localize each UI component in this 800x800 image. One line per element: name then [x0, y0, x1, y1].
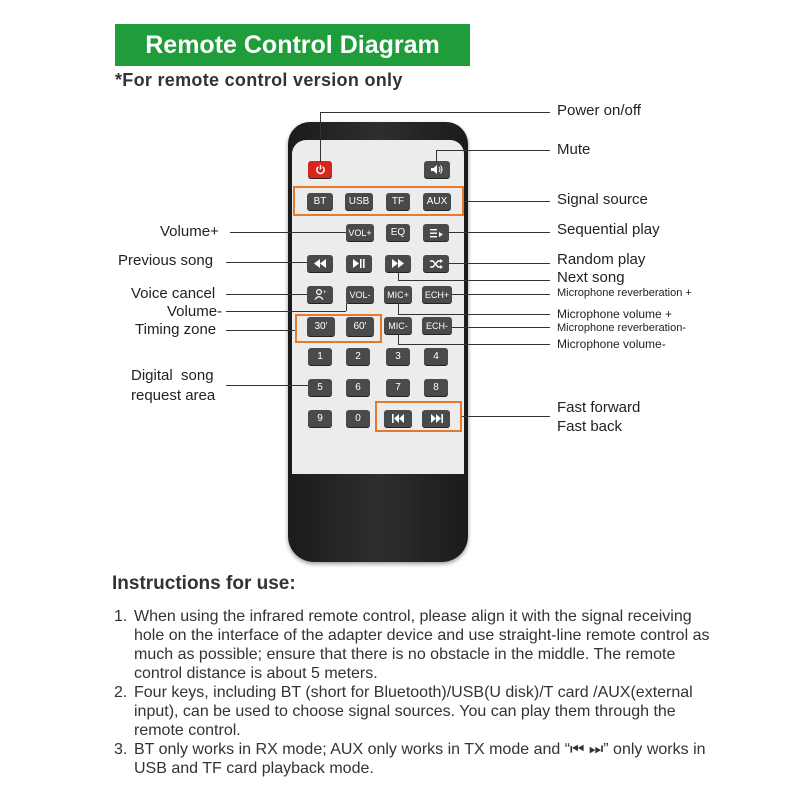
label-mic-reverb-plus: Microphone reverberation +	[557, 287, 692, 299]
digit-3-button[interactable]: 3	[386, 348, 410, 365]
instruction-item	[114, 683, 714, 740]
leader-digits	[226, 385, 308, 386]
leader-mute-v	[436, 150, 437, 162]
leader-power	[320, 112, 550, 113]
leader-next	[398, 280, 550, 281]
skip-forward-icon	[430, 414, 443, 423]
instruction-text: Four keys, including BT (short for Bluetooth)/USB(U disk)/T card /AUX(external input), can be used to choose signal sources. You can play them through the remote control.	[134, 684, 693, 739]
leader-mic-minus-v	[398, 334, 399, 344]
instruction-item	[114, 740, 714, 778]
svg-text:+: +	[322, 290, 327, 296]
digit-2-button[interactable]: 2	[346, 348, 370, 365]
power-button[interactable]	[308, 161, 332, 178]
label-mute: Mute	[557, 141, 591, 158]
skip-back-icon	[392, 414, 405, 423]
leader-timing	[226, 330, 295, 331]
play-pause-button[interactable]	[346, 255, 372, 272]
label-timing-zone: Timing zone	[135, 321, 217, 338]
label-fast-forward: Fast forward	[557, 399, 641, 416]
label-digital-song-line1: Digital song	[131, 367, 214, 384]
instructions-heading: Instructions for use:	[112, 573, 296, 594]
volume-up-button[interactable]: VOL+	[346, 224, 374, 241]
label-next-song: Next song	[557, 269, 625, 286]
label-digital-song-line2: request area	[131, 387, 216, 404]
bt-button[interactable]: BT	[307, 193, 333, 210]
tf-button[interactable]: TF	[386, 193, 410, 210]
leader-volume-minus	[226, 311, 346, 312]
power-icon	[315, 164, 326, 175]
digit-0-button[interactable]: 0	[346, 410, 370, 427]
mute-button[interactable]	[424, 161, 450, 178]
echo-plus-button[interactable]: ECH+	[422, 286, 452, 303]
leader-voice-cancel	[226, 294, 307, 295]
label-volume-minus: Volume-	[167, 303, 223, 320]
page-subtitle: *For remote control version only	[115, 70, 403, 90]
shuffle-icon	[430, 259, 443, 269]
leader-reverb-minus	[452, 327, 550, 328]
label-sequential-play: Sequential play	[557, 221, 660, 238]
label-random-play: Random play	[557, 251, 646, 268]
mic-plus-button[interactable]: MIC+	[384, 286, 412, 303]
label-mic-volume-plus: Microphone volume +	[557, 307, 673, 321]
digit-9-button[interactable]: 9	[308, 410, 332, 427]
aux-button[interactable]: AUX	[423, 193, 451, 210]
instruction-number: 3.	[114, 741, 128, 758]
instruction-number: 2.	[114, 684, 128, 701]
leader-previous	[226, 262, 307, 263]
digit-6-button[interactable]: 6	[346, 379, 370, 396]
leader-mute	[436, 150, 550, 151]
sequential-play-button[interactable]	[423, 224, 449, 241]
label-fast-back: Fast back	[557, 418, 623, 435]
label-signal-source: Signal source	[557, 191, 648, 208]
label-mic-volume-minus: Microphone volume-	[557, 337, 666, 351]
speaker-mute-icon	[430, 164, 444, 175]
leader-reverb-plus	[452, 294, 550, 295]
leader-power-v	[320, 112, 321, 162]
voice-cancel-button[interactable]	[307, 286, 333, 303]
digit-1-button[interactable]: 1	[308, 348, 332, 365]
label-voice-cancel: Voice cancel	[131, 285, 216, 302]
digit-5-button[interactable]: 5	[308, 379, 332, 396]
echo-minus-button[interactable]: ECH-	[422, 317, 452, 334]
label-volume-plus: Volume+	[160, 223, 219, 240]
leader-fast	[462, 416, 550, 417]
leader-mic-plus-v	[398, 303, 399, 314]
leader-signal-source	[464, 201, 550, 202]
instruction-item	[114, 607, 714, 683]
instruction-number: 1.	[114, 608, 128, 625]
fast-forward-icon	[392, 259, 404, 268]
volume-down-button[interactable]: VOL-	[346, 286, 374, 303]
leader-mic-plus	[398, 314, 550, 315]
play-pause-icon	[353, 259, 365, 268]
usb-button[interactable]: USB	[345, 193, 373, 210]
leader-volume-minus-v	[346, 303, 347, 311]
fast-forward-button[interactable]	[422, 410, 450, 427]
playlist-icon	[430, 228, 443, 238]
fast-back-button[interactable]	[384, 410, 412, 427]
eq-button[interactable]: EQ	[386, 224, 410, 241]
leader-next-v	[398, 272, 399, 280]
leader-mic-minus	[398, 344, 550, 345]
leader-sequential	[449, 232, 550, 233]
person-icon	[314, 289, 327, 300]
label-previous-song: Previous song	[118, 252, 214, 269]
digit-7-button[interactable]: 7	[386, 379, 410, 396]
leader-random	[449, 263, 550, 264]
label-mic-reverb-minus: Microphone reverberation-	[557, 322, 687, 334]
instructions-list	[114, 607, 714, 778]
rewind-icon	[314, 259, 326, 268]
instruction-text: BT only works in RX mode; AUX only works in TX mode and “⏮ ⏭” only works in USB and TF card playback mode.	[134, 741, 706, 777]
random-play-button[interactable]	[423, 255, 449, 272]
previous-song-button[interactable]	[307, 255, 333, 272]
label-power: Power on/off	[557, 102, 641, 119]
timer-60-button[interactable]: 60'	[346, 317, 374, 336]
mic-minus-button[interactable]: MIC-	[384, 317, 412, 334]
digit-4-button[interactable]: 4	[424, 348, 448, 365]
page-title: Remote Control Diagram	[115, 24, 470, 66]
timer-30-button[interactable]: 30'	[307, 317, 335, 336]
digit-8-button[interactable]: 8	[424, 379, 448, 396]
next-song-button[interactable]	[385, 255, 411, 272]
leader-volume-plus	[230, 232, 346, 233]
instruction-text: When using the infrared remote control, please align it with the signal receiving hole on the interface of the adapter device and use straight-line remote control as much as possible; ensure that there is no obstacle in the middle. The remote control distance is about 5 meters.	[134, 608, 710, 682]
